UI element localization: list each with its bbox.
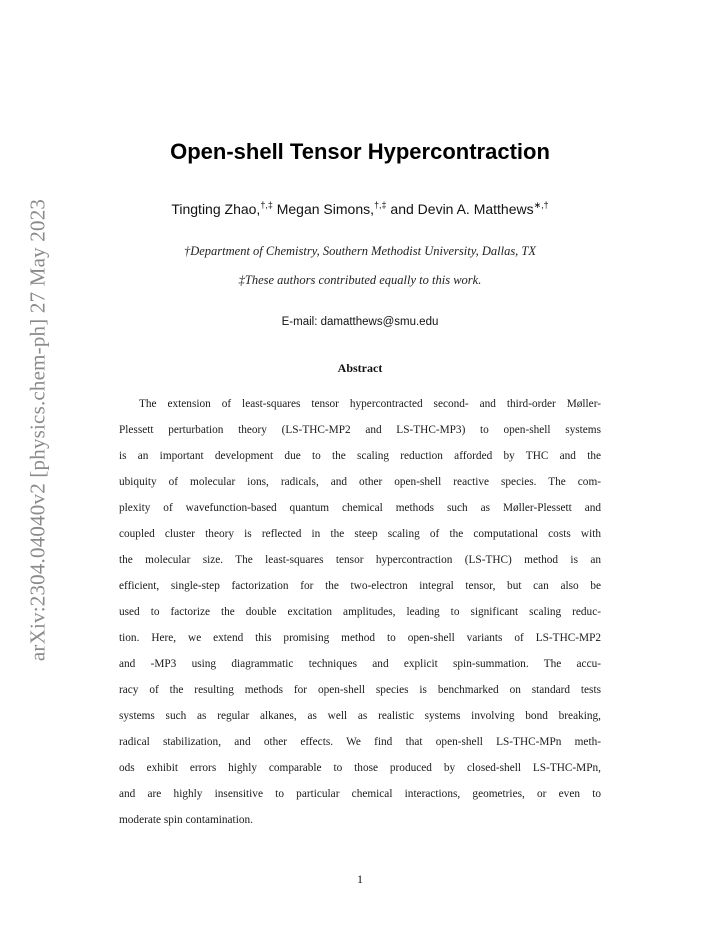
- abstract-line: used to factorize the double excitation amplitudes, leading to significant scaling reduc-: [119, 606, 601, 618]
- abstract-line: the molecular size. The least-squares tensor hypercontraction (LS-THC) method is an: [119, 554, 601, 566]
- abstract-heading: Abstract: [337, 361, 383, 375]
- author-name: and Devin A. Matthews: [386, 201, 534, 217]
- abstract-body: [119, 397, 601, 839]
- abstract-line: plexity of wavefunction-based quantum chemical methods such as Møller-Plessett and: [119, 502, 601, 514]
- arxiv-identifier-stamp: [18, 200, 58, 660]
- abstract-line: Plessett perturbation theory (LS-THC-MP2 and LS-THC-MP3) to open-shell systems: [119, 424, 601, 436]
- abstract-line: systems such as regular alkanes, as well as realistic systems involving bond breaking,: [119, 710, 601, 722]
- author-name: Megan Simons,: [272, 201, 375, 217]
- abstract-line: radical stabilization, and other effects. We find that open-shell LS-THC-MPn meth-: [119, 736, 601, 748]
- affiliation-line: †Department of Chemistry, Southern Methodist University, Dallas, TX: [183, 244, 537, 258]
- abstract-line: racy of the resulting methods for open-shell species is benchmarked on standard tests: [119, 684, 601, 696]
- abstract-line: and -MP3 using diagrammatic techniques and explicit spin-summation. The accu-: [119, 658, 601, 670]
- paper-title: Open-shell Tensor Hypercontraction: [170, 139, 550, 164]
- equal-contribution-note: ‡These authors contributed equally to this work.: [238, 273, 482, 287]
- author-affiliation-marks: ∗,†: [533, 200, 549, 210]
- contact-email: E-mail: damatthews@smu.edu: [281, 316, 439, 328]
- arxiv-identifier-text: arXiv:2304.04040v2 [physics.chem-ph] 27 May 2023: [25, 198, 50, 662]
- abstract-line: is an important development due to the scaling reduction afforded by THC and the: [119, 450, 601, 462]
- abstract-line: ubiquity of molecular ions, radicals, and other open-shell reactive species. The com-: [119, 476, 601, 488]
- author-name: Tingting Zhao,: [171, 201, 261, 217]
- page-number: 1: [357, 872, 363, 886]
- abstract-line: coupled cluster theory is reflected in the steep scaling of the computational costs with: [119, 528, 601, 540]
- abstract-line: tion. Here, we extend this promising method to open-shell variants of LS-THC-MP2: [119, 632, 601, 644]
- abstract-line: and are highly insensitive to particular chemical interactions, geometries, or even to: [119, 788, 601, 800]
- author-affiliation-marks: †,‡: [374, 200, 387, 210]
- abstract-line: ods exhibit errors highly comparable to those produced by closed-shell LS-THC-MPn,: [119, 762, 601, 774]
- abstract-line: efficient, single-step factorization for the two-electron integral tensor, but can also be: [119, 580, 601, 592]
- abstract-line: moderate spin contamination.: [119, 814, 253, 826]
- abstract-line: The extension of least-squares tensor hypercontracted second- and third-order Møller-: [139, 398, 601, 410]
- author-affiliation-marks: †,‡: [260, 200, 273, 210]
- author-list: [0, 200, 720, 217]
